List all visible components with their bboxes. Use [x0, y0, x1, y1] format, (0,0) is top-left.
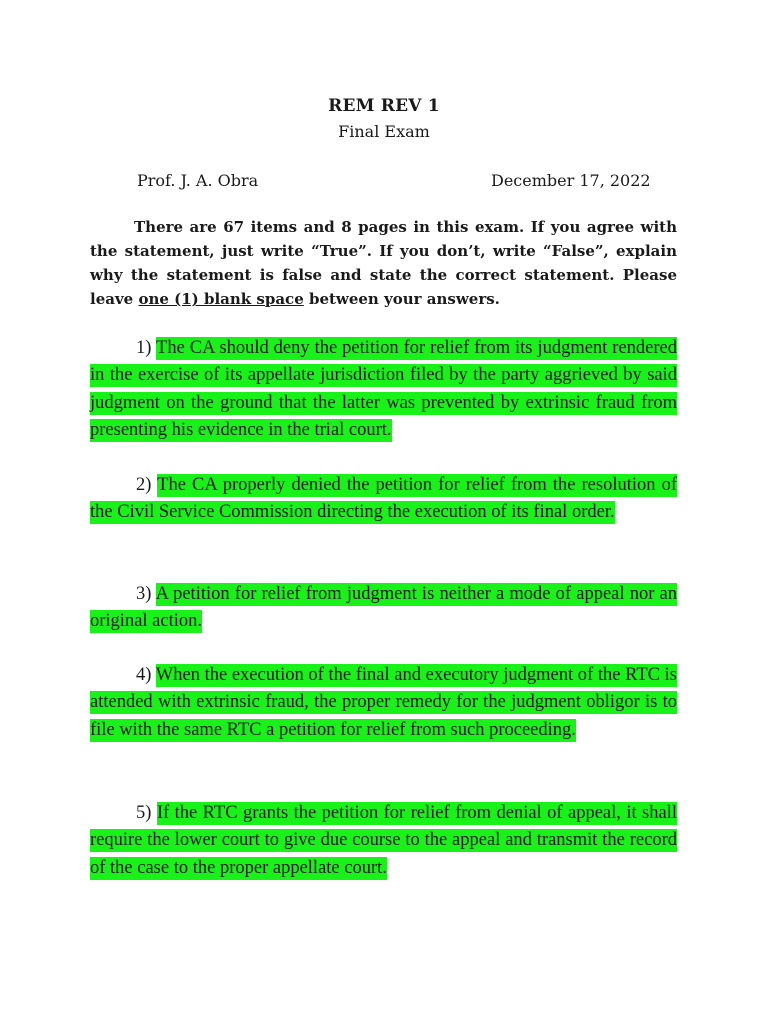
exam-item — [90, 581, 677, 636]
exam-date: December 17, 2022 — [491, 171, 651, 190]
item-number: 3) — [136, 584, 152, 604]
professor-name: Prof. J. A. Obra — [137, 171, 259, 190]
item-number: 2) — [136, 475, 152, 495]
item-statement: A petition for relief from judgment is neither a mode of appeal nor an original action. — [90, 584, 677, 632]
item-statement: If the RTC grants the petition for relief from denial of appeal, it shall require the lower court to give due course to the appeal and transmit the record of the case to the proper appellate court. — [90, 803, 678, 878]
item-number: 5) — [136, 803, 152, 823]
instructions-text: There are 67 items and 8 pages in this exam. If you agree with the statement, just write “True”. If you don’t, write “False”, explain why the statement is false and state the correct statement. Please leave — [90, 218, 677, 308]
item-statement: When the execution of the final and executory judgment of the RTC is attended with extrinsic fraud, the proper remedy for the judgment obligor is to file with the same RTC a petition for relief from such proceeding. — [90, 665, 677, 740]
exam-item — [90, 335, 677, 444]
item-number: 4) — [136, 665, 152, 685]
instructions-underlined: one (1) blank space — [138, 290, 304, 308]
item-number: 1) — [136, 338, 152, 358]
exam-item — [90, 472, 677, 527]
item-statement: The CA should deny the petition for relief from its judgment rendered in the exercise of its appellate jurisdiction filed by the party aggrieved by said judgment on the ground that the latter was prevented by extrinsic fraud from presenting his evidence in the trial court. — [90, 338, 678, 440]
exam-title: REM REV 1 — [328, 96, 440, 116]
exam-item — [90, 800, 677, 882]
instructions-text-end: between your answers. — [303, 290, 500, 308]
exam-subtitle: Final Exam — [338, 122, 430, 141]
exam-item — [90, 662, 677, 744]
item-statement: The CA properly denied the petition for relief from the resolution of the Civil Service Commission directing the execution of its final order. — [90, 475, 677, 523]
exam-instructions — [90, 215, 677, 311]
